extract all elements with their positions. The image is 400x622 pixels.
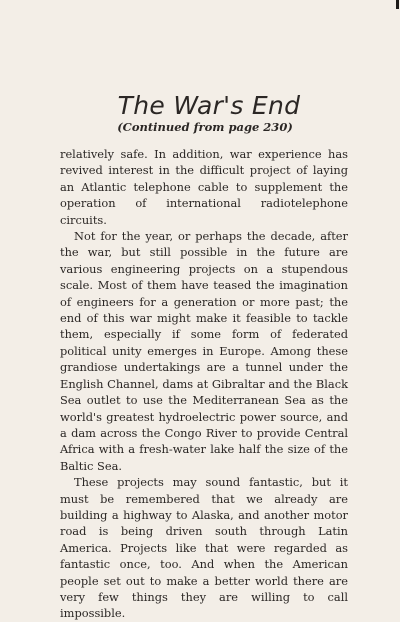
article-body — [60, 146, 348, 622]
paragraph-2: Not for the year, or perhaps the decade, after the war, but still possible in the future are various engineering projects on a stupendous scale. Most of them have teased the imagination of engineers for a generation or more past; the end of this war might make it feasible to tackle them, especially if some form of federated political unity emerges in Europe. Among these grandiose undertakings are a tunnel under the English Channel, dams at Gibraltar and the Black Sea outlet to use the Mediterranean Sea as the world's greatest hydroelectric power source, and a dam across the Congo River to provide Central Africa with a fresh-water lake half the size of the Baltic Sea. — [60, 229, 348, 473]
article-title: The War's End — [117, 90, 301, 120]
paragraph-1: relatively safe. In addition, war experience has revived interest in the difficult project of laying an Atlantic telephone cable to supplement the operation of international radiotelephone circuits. — [60, 147, 348, 227]
page-edge-mark — [396, 0, 399, 9]
paragraph-3: These projects may sound fantastic, but it must be remembered that we already are building a highway to Alaska, and another motor road is being driven south through Latin America. Projects like that were regarded as fantastic once, too. And when the American people set out to make a better world there are very few things they are willing to call impossible. — [60, 475, 348, 621]
continuation-note: (Continued from page 230) — [117, 120, 293, 134]
